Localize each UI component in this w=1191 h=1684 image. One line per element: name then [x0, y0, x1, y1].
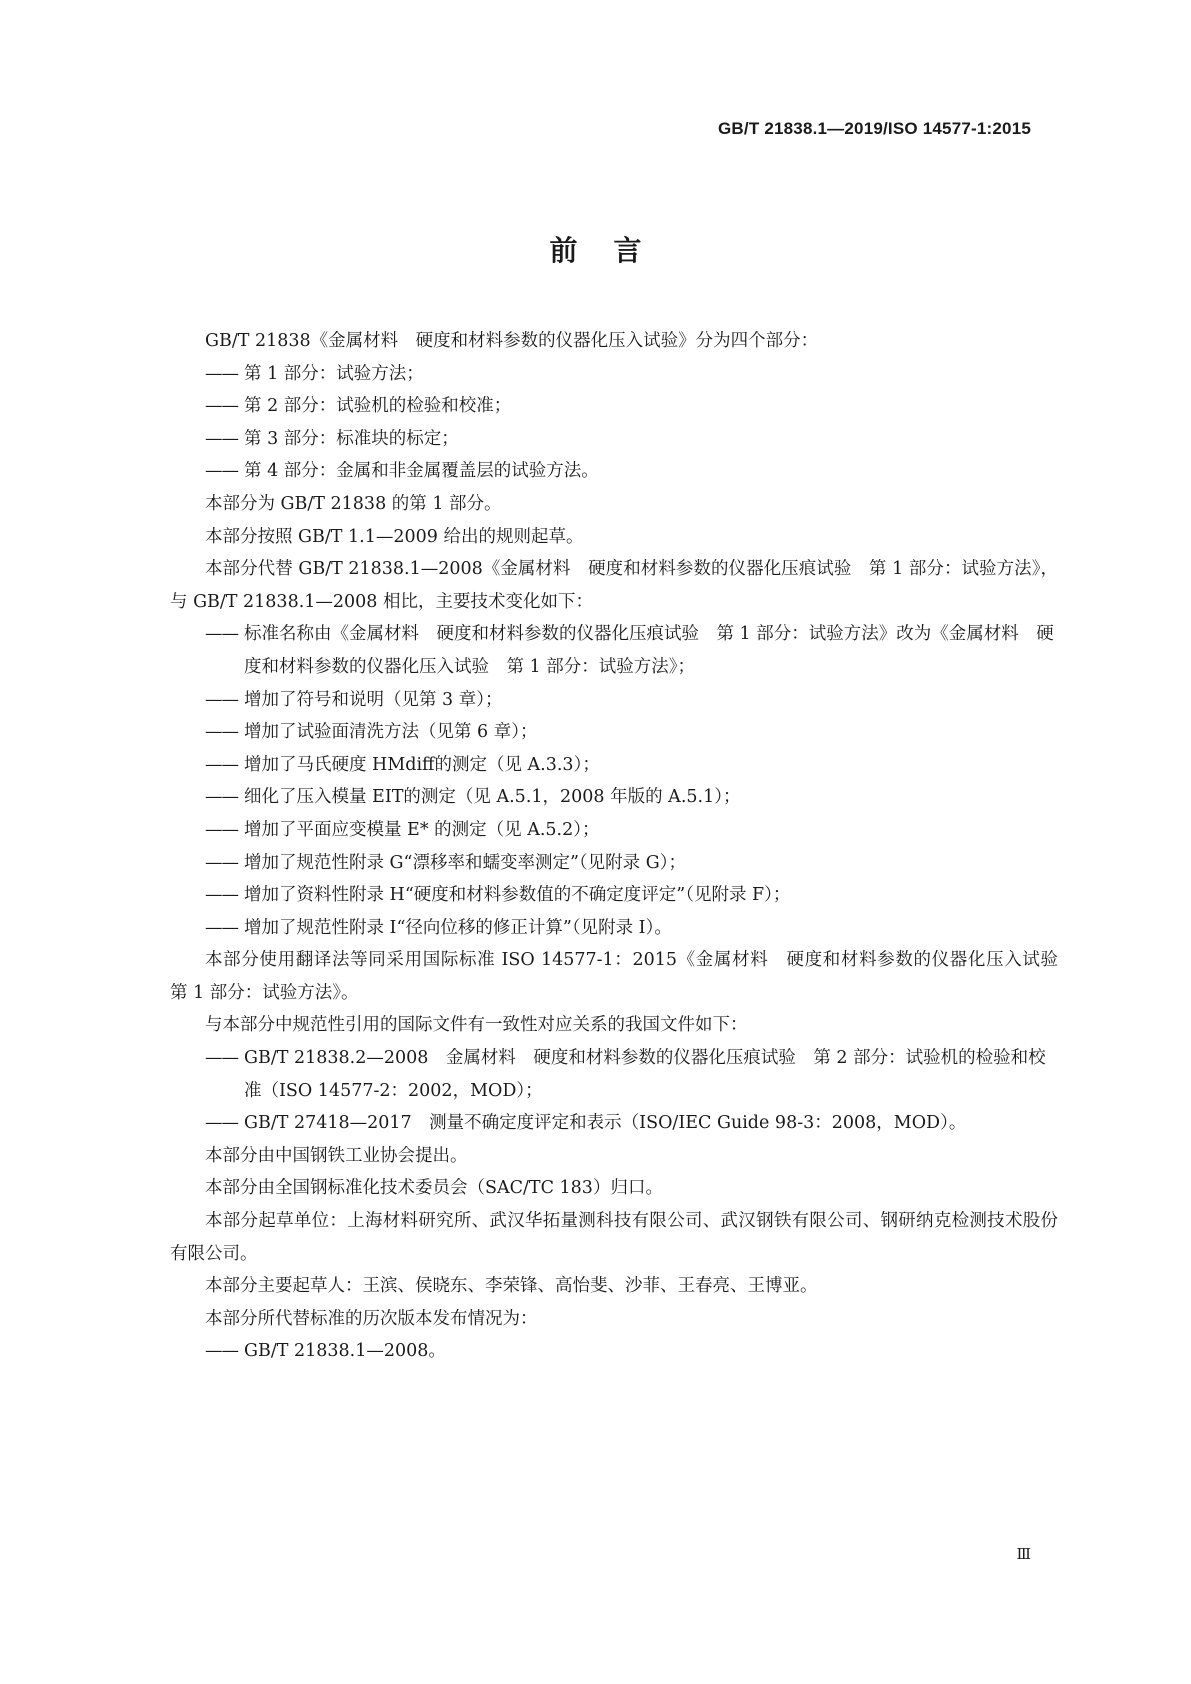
page-title: 前言: [549, 234, 678, 267]
paragraph: 本部分由中国钢铁工业协会提出。: [205, 1145, 468, 1166]
list-item: —— 第 4 部分：金属和非金属覆盖层的试验方法。: [170, 455, 1058, 488]
paragraph: 本部分主要起草人：王滨、侯晓东、李荣锋、高怡斐、沙菲、王春亮、王博亚。: [205, 1276, 818, 1297]
list-item: —— 增加了符号和说明（见第 3 章）；: [170, 684, 1058, 717]
list-item: —— 增加了规范性附录 G“漂移率和蠕变率测定”（见附录 G）；: [170, 847, 1058, 880]
list-item: —— 增加了平面应变模量 E* 的测定（见 A.5.2）；: [170, 814, 1058, 847]
list-item: —— 增加了资料性附录 H“硬度和材料参数值的不确定度评定”（见附录 F）；: [170, 879, 1058, 912]
page-number: Ⅲ: [1016, 1545, 1031, 1563]
list-item: —— 第 2 部分：试验机的检验和校准；: [170, 390, 1058, 423]
list-item: —— 增加了规范性附录 I“径向位移的修正计算”（见附录 I）。: [170, 912, 1058, 945]
list-item: —— GB/T 21838.2—2008 金属材料 硬度和材料参数的仪器化压痕试验 第 2 部分：试验机的检验和校准（ISO 14577-2：2002，MOD）；: [170, 1042, 1058, 1107]
foreword-body: [170, 325, 1076, 1368]
paragraph: 本部分由全国钢标准化技术委员会（SAC/TC 183）归口。: [205, 1178, 663, 1199]
list-item: —— 细化了压入模量 EIT的测定（见 A.5.1，2008 年版的 A.5.1）；: [170, 781, 1058, 814]
paragraph: 本部分代替 GB/T 21838.1—2008《金属材料 硬度和材料参数的仪器化压痕试验 第 1 部分：试验方法》，与 GB/T 21838.1—2008 相比，主要技术变化如下：: [170, 559, 1058, 612]
paragraph: GB/T 21838《金属材料 硬度和材料参数的仪器化压入试验》分为四个部分：: [205, 331, 819, 351]
paragraph: 本部分按照 GB/T 1.1—2009 给出的规则起草。: [205, 526, 584, 547]
paragraph: 与本部分中规范性引用的国际文件有一致性对应关系的我国文件如下：: [205, 1015, 748, 1036]
list-item: —— 增加了试验面清洗方法（见第 6 章）；: [170, 716, 1058, 749]
list-item: —— GB/T 27418—2017 测量不确定度评定和表示（ISO/IEC Guide 98-3：2008，MOD）。: [170, 1107, 1058, 1140]
list-item: —— GB/T 21838.1—2008。: [170, 1335, 1058, 1368]
list-item: —— 标准名称由《金属材料 硬度和材料参数的仪器化压痕试验 第 1 部分：试验方法》改为《金属材料 硬度和材料参数的仪器化压入试验 第 1 部分：试验方法》；: [170, 618, 1058, 683]
paragraph: 本部分起草单位：上海材料研究所、武汉华拓量测科技有限公司、武汉钢铁有限公司、钢研纳克检测技术股份有限公司。: [170, 1211, 1058, 1264]
paragraph: 本部分为 GB/T 21838 的第 1 部分。: [205, 493, 502, 514]
standard-number-header: GB/T 21838.1—2019/ISO 14577-1:2015: [718, 119, 1031, 138]
list-item: —— 增加了马氏硬度 HMdiff的测定（见 A.3.3）；: [170, 749, 1058, 782]
list-item: —— 第 1 部分：试验方法；: [170, 358, 1058, 391]
paragraph: 本部分使用翻译法等同采用国际标准 ISO 14577-1：2015《金属材料 硬度和材料参数的仪器化压入试验 第 1 部分：试验方法》。: [170, 950, 1076, 1003]
paragraph: 本部分所代替标准的历次版本发布情况为：: [205, 1308, 538, 1329]
list-item: —— 第 3 部分：标准块的标定；: [170, 423, 1058, 456]
